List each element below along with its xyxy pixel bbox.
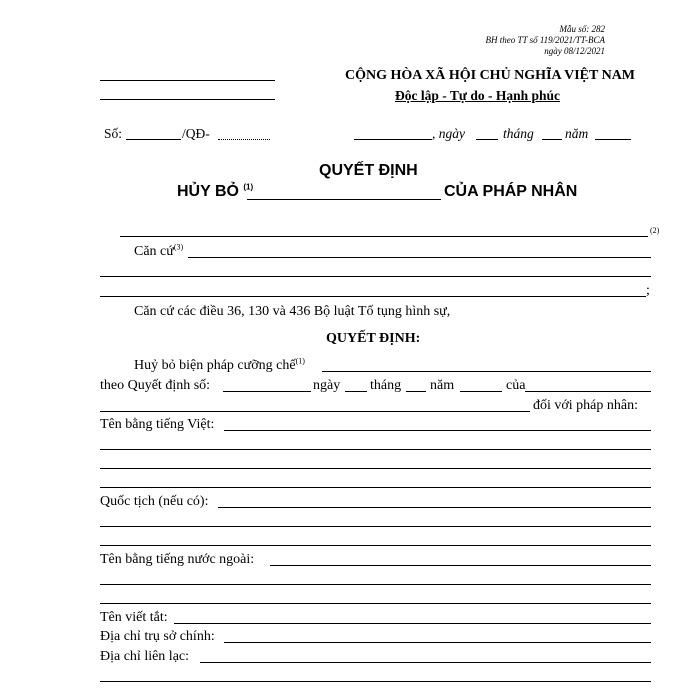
doc-title: QUYẾT ĐỊNH (319, 162, 418, 179)
title-suffix: CỦA PHÁP NHÂN (444, 183, 578, 200)
short-name-line (174, 623, 651, 624)
vn-name-line-1 (224, 430, 651, 431)
can-cu-note: (3) (173, 242, 184, 252)
number-code-blank (218, 139, 270, 140)
decision-nam: năm (430, 378, 455, 393)
foreign-name-line-2 (100, 584, 651, 585)
short-name-label: Tên viết tắt: (100, 610, 168, 625)
motto: Độc lập - Tự do - Hạnh phúc (395, 88, 561, 103)
hq-address-line (224, 642, 651, 643)
agency-line-1 (100, 80, 275, 81)
number-suffix: /QĐ- (182, 126, 210, 141)
nationality-label: Quốc tịch (nếu có): (100, 494, 209, 509)
can-cu-label (134, 244, 183, 260)
decision-issuer-blank (525, 391, 651, 392)
contact-address-line-1 (200, 662, 651, 663)
per-decision-label: theo Quyết định số: (100, 378, 211, 393)
year-blank (595, 139, 631, 140)
form-code (485, 24, 605, 57)
can-cu-line-3 (100, 296, 646, 297)
cancel-measure-note: (1) (295, 356, 305, 366)
can-cu-line-1 (188, 257, 651, 258)
can-cu-line-2 (100, 276, 651, 277)
legal-basis: Căn cứ các điều 36, 130 và 436 Bộ luật Tố tụng hình sự, (134, 304, 451, 319)
foreign-name-line-1 (270, 565, 651, 566)
vn-name-line-4 (100, 487, 651, 488)
date-ngay: , ngày (432, 126, 465, 141)
can-cu-text: Căn cứ (134, 244, 174, 259)
cancel-measure-blank (322, 371, 651, 372)
decision-month-blank (406, 391, 426, 392)
entity-blank (120, 236, 648, 237)
title-prefix (177, 183, 253, 201)
decision-ngay: ngày (313, 378, 341, 393)
number-blank (126, 139, 181, 140)
title-measure-blank (247, 199, 441, 200)
decision-year-blank (460, 391, 502, 392)
cancel-measure-text: Huỷ bỏ biện pháp cưỡng chế (134, 358, 296, 373)
title-note-1: (1) (243, 182, 254, 192)
date-thang: tháng (503, 126, 534, 141)
contact-address-line-2 (100, 681, 651, 682)
foreign-name-line-3 (100, 603, 651, 604)
decision-number-blank (223, 391, 311, 392)
contact-address-label: Địa chỉ liên lạc: (100, 649, 190, 664)
title-prefix-text: HỦY BỎ (177, 183, 239, 200)
decision-day-blank (345, 391, 367, 392)
vn-name-label: Tên bằng tiếng Việt: (100, 417, 215, 432)
hq-address-label: Địa chỉ trụ sở chính: (100, 629, 215, 644)
nationality-line-2 (100, 526, 651, 527)
vn-name-line-3 (100, 468, 651, 469)
decision-thang: tháng (370, 378, 402, 393)
against-blank (100, 411, 530, 412)
can-cu-semicolon: ; (646, 283, 650, 298)
day-blank (476, 139, 498, 140)
nationality-line-3 (100, 545, 651, 546)
nationality-line-1 (218, 507, 651, 508)
form-code-line2: BH theo TT số 119/2021/TT-BCA (485, 35, 605, 45)
month-blank (542, 139, 562, 140)
against-entity-label: đối với pháp nhân: (533, 398, 638, 413)
agency-line-2 (100, 99, 275, 100)
place-blank (354, 139, 432, 140)
number-prefix: Số: (104, 126, 123, 141)
form-code-line1: Mẫu số: 282 (559, 24, 605, 34)
form-code-line3: ngày 08/12/2021 (544, 46, 605, 56)
decision-cua: của (506, 378, 526, 393)
title-note-2: (2) (650, 226, 660, 235)
cancel-measure-label (134, 358, 305, 374)
nation-title: CỘNG HÒA XÃ HỘI CHỦ NGHĨA VIỆT NAM (345, 68, 636, 83)
foreign-name-label: Tên bằng tiếng nước ngoài: (100, 552, 255, 567)
decision-heading: QUYẾT ĐỊNH: (326, 331, 421, 346)
date-nam: năm (565, 126, 589, 141)
vn-name-line-2 (100, 449, 651, 450)
